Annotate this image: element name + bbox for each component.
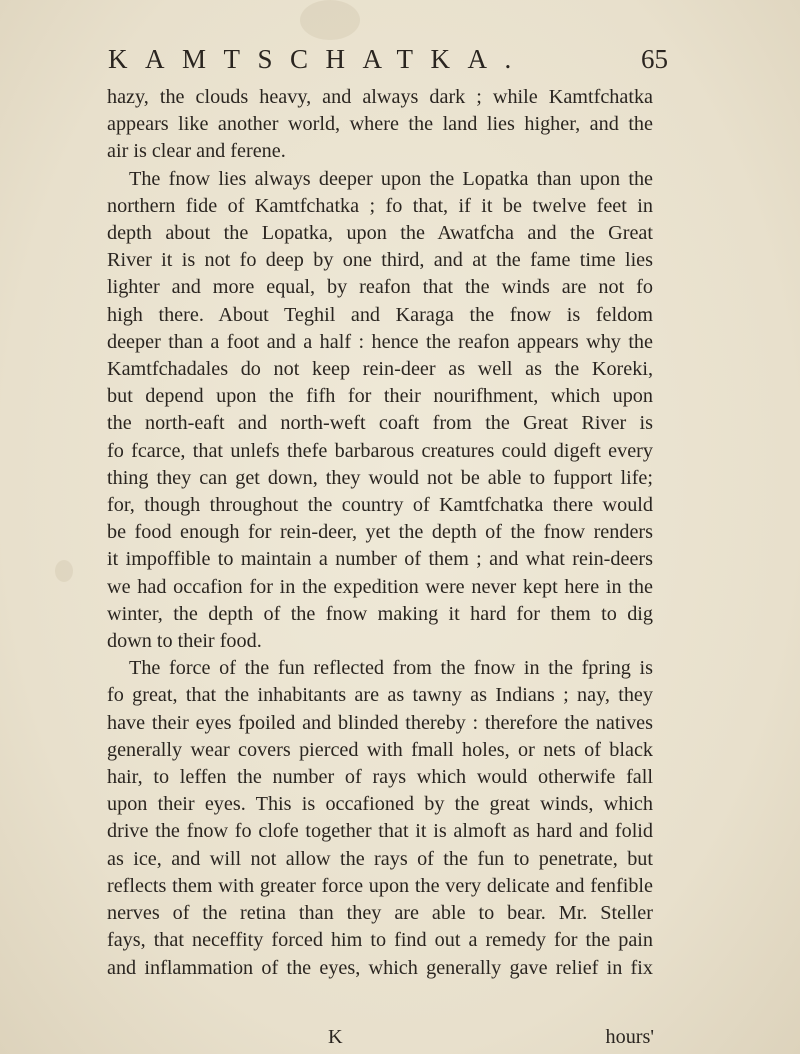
text-line: high there. About Teghil and Karaga the fnow is feldom xyxy=(107,303,653,326)
text-line: appears like another world, where the land lies higher, and the xyxy=(107,113,653,136)
text-line: lighter and more equal, by reafon that the winds are not fo xyxy=(107,276,653,299)
text-line: The fnow lies always deeper upon the Lopatka than upon the xyxy=(129,167,653,190)
text-line: we had occafion for in the expedition were never kept here in the xyxy=(107,575,653,598)
text-line: fo great, that the inhabitants are as tawny as Indians ; nay, they xyxy=(107,684,653,707)
page-footer xyxy=(108,1026,654,1054)
text-line: but depend upon the fifh for their nourifhment, which upon xyxy=(107,385,653,408)
text-line: drive the fnow fo clofe together that it is almoft as hard and folid xyxy=(107,820,653,843)
text-line: it impoffible to maintain a number of them ; and what rein-deers xyxy=(107,548,653,571)
text-line: Kamtfchadales do not keep rein-deer as well as the Koreki, xyxy=(107,358,653,381)
paper-stain xyxy=(300,0,360,40)
text-line: the north-eaft and north-weft coaft from the Great River is xyxy=(107,412,653,435)
text-line: for, though throughout the country of Kamtfchatka there would xyxy=(107,494,653,517)
page-header xyxy=(108,44,668,84)
catchword: hours' xyxy=(605,1026,654,1048)
text-line: winter, the depth of the fnow making it hard for them to dig xyxy=(107,602,653,625)
text-line: upon their eyes. This is occafioned by the great winds, which xyxy=(107,793,653,816)
text-line: have their eyes fpoiled and blinded thereby : therefore the natives xyxy=(107,711,653,734)
signature-mark: K xyxy=(328,1026,343,1048)
text-line: and inflammation of the eyes, which generally gave relief in fix xyxy=(107,956,653,979)
text-line: fo fcarce, that unlefs thefe barbarous creatures could digeft every xyxy=(107,439,653,462)
text-line: River it is not fo deep by one third, and at the fame time lies xyxy=(107,249,653,272)
text-line: northern fide of Kamtfchatka ; fo that, if it be twelve feet in xyxy=(107,194,653,217)
body-text xyxy=(107,84,653,982)
paper-stain xyxy=(55,560,73,582)
text-line: deeper than a foot and a half : hence the reafon appears why the xyxy=(107,330,653,353)
text-line: hair, to leffen the number of rays which would otherwife fall xyxy=(107,766,653,789)
page-number: 65 xyxy=(641,44,668,74)
text-line: reflects them with greater force upon the very delicate and fenfible xyxy=(107,874,653,897)
text-line: generally wear covers pierced with fmall holes, or nets of black xyxy=(107,738,653,761)
running-title: KAMTSCHATKA. xyxy=(108,44,529,74)
text-line: nerves of the retina than they are able to bear. Mr. Steller xyxy=(107,902,653,925)
text-line: be food enough for rein-deer, yet the depth of the fnow renders xyxy=(107,521,653,544)
text-line: depth about the Lopatka, upon the Awatfcha and the Great xyxy=(107,222,653,245)
text-line: fays, that neceffity forced him to find out a remedy for the pain xyxy=(107,929,653,952)
text-line: thing they can get down, they would not be able to fupport life; xyxy=(107,466,653,489)
text-line: The force of the fun reflected from the fnow in the fpring is xyxy=(129,657,653,680)
text-line: air is clear and ferene. xyxy=(107,140,286,163)
text-line: hazy, the clouds heavy, and always dark ; while Kamtfchatka xyxy=(107,86,653,108)
text-line: as ice, and will not allow the rays of the fun to penetrate, but xyxy=(107,847,653,870)
text-line: down to their food. xyxy=(107,630,262,653)
